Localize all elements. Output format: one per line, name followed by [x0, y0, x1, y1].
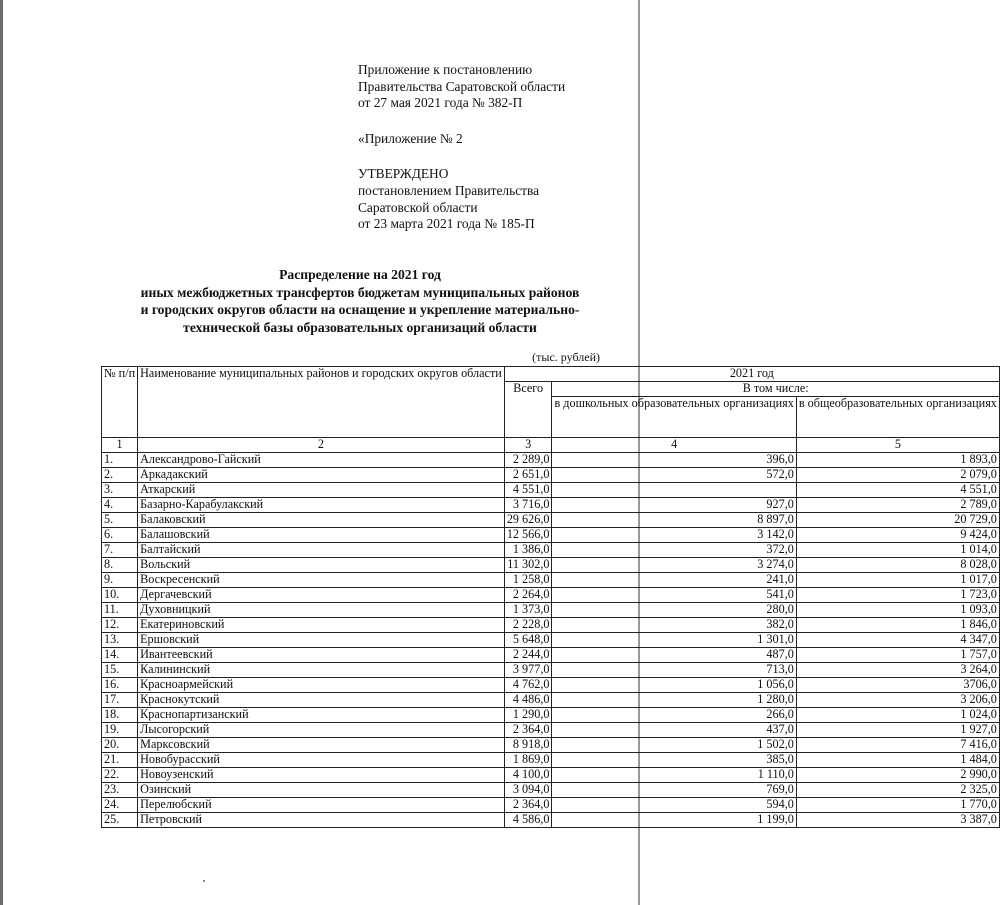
- cell-name: Краснопартизанский: [138, 708, 505, 723]
- header-total: Всего: [504, 382, 552, 438]
- cell-preschool: 280,0: [552, 603, 796, 618]
- approved-line-3: от 23 марта 2021 года № 185-П: [358, 216, 535, 232]
- cell-num: 3.: [102, 483, 138, 498]
- cell-preschool: 1 056,0: [552, 678, 796, 693]
- col-number: 4: [552, 438, 796, 453]
- table-row: [102, 483, 1000, 498]
- cell-total: 1 869,0: [504, 753, 552, 768]
- cell-total: 11 302,0: [504, 558, 552, 573]
- cell-preschool: 541,0: [552, 588, 796, 603]
- cell-general: 4 347,0: [796, 633, 999, 648]
- cell-total: 1 386,0: [504, 543, 552, 558]
- cell-general: 1 893,0: [796, 453, 999, 468]
- cell-num: 16.: [102, 678, 138, 693]
- cell-total: 4 486,0: [504, 693, 552, 708]
- header-preschool: в дошкольных образовательных организациях: [552, 397, 796, 438]
- table-header-row: [102, 367, 1000, 382]
- title-line-3: и городских округов области на оснащение и укрепление материально-: [140, 302, 580, 317]
- cell-num: 8.: [102, 558, 138, 573]
- cell-general: 1 770,0: [796, 798, 999, 813]
- cell-general: 1 014,0: [796, 543, 999, 558]
- cell-total: 2 364,0: [504, 798, 552, 813]
- cell-total: 8 918,0: [504, 738, 552, 753]
- cell-total: 4 586,0: [504, 813, 552, 828]
- header-year: 2021 год: [504, 367, 999, 382]
- scan-edge-left: [0, 0, 3, 905]
- cell-num: 20.: [102, 738, 138, 753]
- cell-total: 2 228,0: [504, 618, 552, 633]
- col-number: 3: [504, 438, 552, 453]
- cell-name: Ершовский: [138, 633, 505, 648]
- cell-total: 4 551,0: [504, 483, 552, 498]
- table-row: [102, 498, 1000, 513]
- cell-general: 8 028,0: [796, 558, 999, 573]
- header-name: Наименование муниципальных районов и городских округов области: [138, 367, 505, 438]
- approved-line-1: постановлением Правительства: [358, 182, 540, 198]
- title-line-4: технической базы образовательных организаций области: [183, 319, 537, 335]
- cell-preschool: 266,0: [552, 708, 796, 723]
- table-row: [102, 723, 1000, 738]
- cell-num: 6.: [102, 528, 138, 543]
- cell-preschool: 1 502,0: [552, 738, 796, 753]
- table-row: [102, 678, 1000, 693]
- cell-preschool: 594,0: [552, 798, 796, 813]
- table-row: [102, 708, 1000, 723]
- cell-num: 21.: [102, 753, 138, 768]
- cell-num: 23.: [102, 783, 138, 798]
- cell-num: 1.: [102, 453, 138, 468]
- cell-name: Балтайский: [138, 543, 505, 558]
- cell-general: 4 551,0: [796, 483, 999, 498]
- table-row: [102, 753, 1000, 768]
- scan-speck: [203, 880, 205, 882]
- cell-general: 1 723,0: [796, 588, 999, 603]
- cell-name: Новоузенский: [138, 768, 505, 783]
- cell-name: Ивантеевский: [138, 648, 505, 663]
- distribution-table: [101, 366, 1000, 828]
- cell-num: 22.: [102, 768, 138, 783]
- cell-preschool: 437,0: [552, 723, 796, 738]
- table-row: [102, 783, 1000, 798]
- cell-preschool: 1 280,0: [552, 693, 796, 708]
- cell-num: 13.: [102, 633, 138, 648]
- cell-general: 3706,0: [796, 678, 999, 693]
- cell-preschool: 927,0: [552, 498, 796, 513]
- table-row: [102, 588, 1000, 603]
- table-row: [102, 663, 1000, 678]
- cell-num: 25.: [102, 813, 138, 828]
- cell-general: 9 424,0: [796, 528, 999, 543]
- cell-total: 3 094,0: [504, 783, 552, 798]
- cell-preschool: 382,0: [552, 618, 796, 633]
- cell-total: 1 290,0: [504, 708, 552, 723]
- table-row: [102, 513, 1000, 528]
- cell-num: 15.: [102, 663, 138, 678]
- header-general: в общеобразовательных организациях: [796, 397, 999, 438]
- resolution-header: [358, 62, 565, 233]
- header-num: № п/п: [102, 367, 138, 438]
- cell-num: 2.: [102, 468, 138, 483]
- cell-total: 5 648,0: [504, 633, 552, 648]
- table-row: [102, 648, 1000, 663]
- cell-num: 7.: [102, 543, 138, 558]
- cell-num: 11.: [102, 603, 138, 618]
- cell-name: Балаковский: [138, 513, 505, 528]
- cell-total: 3 977,0: [504, 663, 552, 678]
- cell-general: 20 729,0: [796, 513, 999, 528]
- cell-name: Духовницкий: [138, 603, 505, 618]
- header-line-3: от 27 мая 2021 года № 382-П: [358, 95, 523, 111]
- cell-name: Лысогорский: [138, 723, 505, 738]
- cell-general: 2 079,0: [796, 468, 999, 483]
- table-row: [102, 543, 1000, 558]
- cell-num: 10.: [102, 588, 138, 603]
- cell-name: Аркадакский: [138, 468, 505, 483]
- cell-name: Балашовский: [138, 528, 505, 543]
- cell-name: Красноармейский: [138, 678, 505, 693]
- table-row: [102, 468, 1000, 483]
- cell-preschool: 1 301,0: [552, 633, 796, 648]
- cell-num: 19.: [102, 723, 138, 738]
- cell-preschool: 396,0: [552, 453, 796, 468]
- header-line-1: Приложение к постановлению: [358, 62, 533, 77]
- cell-total: 4 100,0: [504, 768, 552, 783]
- table-row: [102, 633, 1000, 648]
- table-row: [102, 603, 1000, 618]
- cell-total: 2 364,0: [504, 723, 552, 738]
- cell-name: Аткарский: [138, 483, 505, 498]
- table-row: [102, 558, 1000, 573]
- column-number-row: [102, 438, 1000, 453]
- cell-total: 2 651,0: [504, 468, 552, 483]
- cell-name: Марксовский: [138, 738, 505, 753]
- cell-general: 3 206,0: [796, 693, 999, 708]
- cell-num: 4.: [102, 498, 138, 513]
- cell-total: 3 716,0: [504, 498, 552, 513]
- cell-general: 7 416,0: [796, 738, 999, 753]
- cell-total: 1 373,0: [504, 603, 552, 618]
- col-number: 2: [138, 438, 505, 453]
- cell-num: 14.: [102, 648, 138, 663]
- table-row: [102, 453, 1000, 468]
- table-row: [102, 813, 1000, 828]
- cell-general: 1 927,0: [796, 723, 999, 738]
- table-row: [102, 573, 1000, 588]
- cell-general: 3 264,0: [796, 663, 999, 678]
- cell-preschool: [552, 483, 796, 498]
- title-line-1: Распределение на 2021 год: [279, 267, 441, 282]
- table-row: [102, 528, 1000, 543]
- cell-preschool: 385,0: [552, 753, 796, 768]
- table-row: [102, 798, 1000, 813]
- cell-num: 18.: [102, 708, 138, 723]
- cell-general: 1 093,0: [796, 603, 999, 618]
- cell-preschool: 769,0: [552, 783, 796, 798]
- cell-preschool: 3 142,0: [552, 528, 796, 543]
- cell-total: 2 289,0: [504, 453, 552, 468]
- cell-num: 12.: [102, 618, 138, 633]
- cell-total: 12 566,0: [504, 528, 552, 543]
- cell-general: 2 325,0: [796, 783, 999, 798]
- cell-preschool: 3 274,0: [552, 558, 796, 573]
- cell-name: Александрово-Гайский: [138, 453, 505, 468]
- col-number: 1: [102, 438, 138, 453]
- cell-name: Базарно-Карабулакский: [138, 498, 505, 513]
- header-line-2: Правительства Саратовской области: [358, 78, 566, 94]
- cell-general: 1 024,0: [796, 708, 999, 723]
- cell-total: 4 762,0: [504, 678, 552, 693]
- cell-preschool: 241,0: [552, 573, 796, 588]
- cell-name: Новобурасский: [138, 753, 505, 768]
- table-row: [102, 693, 1000, 708]
- appendix-label: «Приложение № 2: [358, 130, 463, 146]
- cell-total: 2 244,0: [504, 648, 552, 663]
- cell-total: 29 626,0: [504, 513, 552, 528]
- cell-name: Озинский: [138, 783, 505, 798]
- cell-preschool: 572,0: [552, 468, 796, 483]
- cell-num: 17.: [102, 693, 138, 708]
- cell-preschool: 372,0: [552, 543, 796, 558]
- cell-name: Петровский: [138, 813, 505, 828]
- approved-line-2: Саратовской области: [358, 199, 478, 215]
- cell-preschool: 487,0: [552, 648, 796, 663]
- header-including: В том числе:: [552, 382, 999, 397]
- cell-preschool: 8 897,0: [552, 513, 796, 528]
- cell-preschool: 1 199,0: [552, 813, 796, 828]
- cell-total: 2 264,0: [504, 588, 552, 603]
- cell-name: Дергачевский: [138, 588, 505, 603]
- cell-preschool: 1 110,0: [552, 768, 796, 783]
- document-title: [60, 266, 660, 336]
- cell-num: 5.: [102, 513, 138, 528]
- cell-general: 1 846,0: [796, 618, 999, 633]
- units-note: (тыс. рублей): [532, 350, 600, 364]
- cell-general: 3 387,0: [796, 813, 999, 828]
- cell-name: Екатериновский: [138, 618, 505, 633]
- cell-num: 24.: [102, 798, 138, 813]
- cell-name: Перелюбский: [138, 798, 505, 813]
- cell-name: Вольский: [138, 558, 505, 573]
- approved-label: УТВЕРЖДЕНО: [358, 166, 449, 182]
- cell-general: 2 789,0: [796, 498, 999, 513]
- cell-name: Калининский: [138, 663, 505, 678]
- col-number: 5: [796, 438, 999, 453]
- cell-general: 1 017,0: [796, 573, 999, 588]
- cell-num: 9.: [102, 573, 138, 588]
- cell-general: 1 757,0: [796, 648, 999, 663]
- table-row: [102, 738, 1000, 753]
- table-row: [102, 618, 1000, 633]
- cell-general: 2 990,0: [796, 768, 999, 783]
- table-row: [102, 768, 1000, 783]
- cell-preschool: 713,0: [552, 663, 796, 678]
- cell-total: 1 258,0: [504, 573, 552, 588]
- cell-general: 1 484,0: [796, 753, 999, 768]
- cell-name: Краснокутский: [138, 693, 505, 708]
- cell-name: Воскресенский: [138, 573, 505, 588]
- title-line-2: иных межбюджетных трансфертов бюджетам муниципальных районов: [140, 284, 580, 300]
